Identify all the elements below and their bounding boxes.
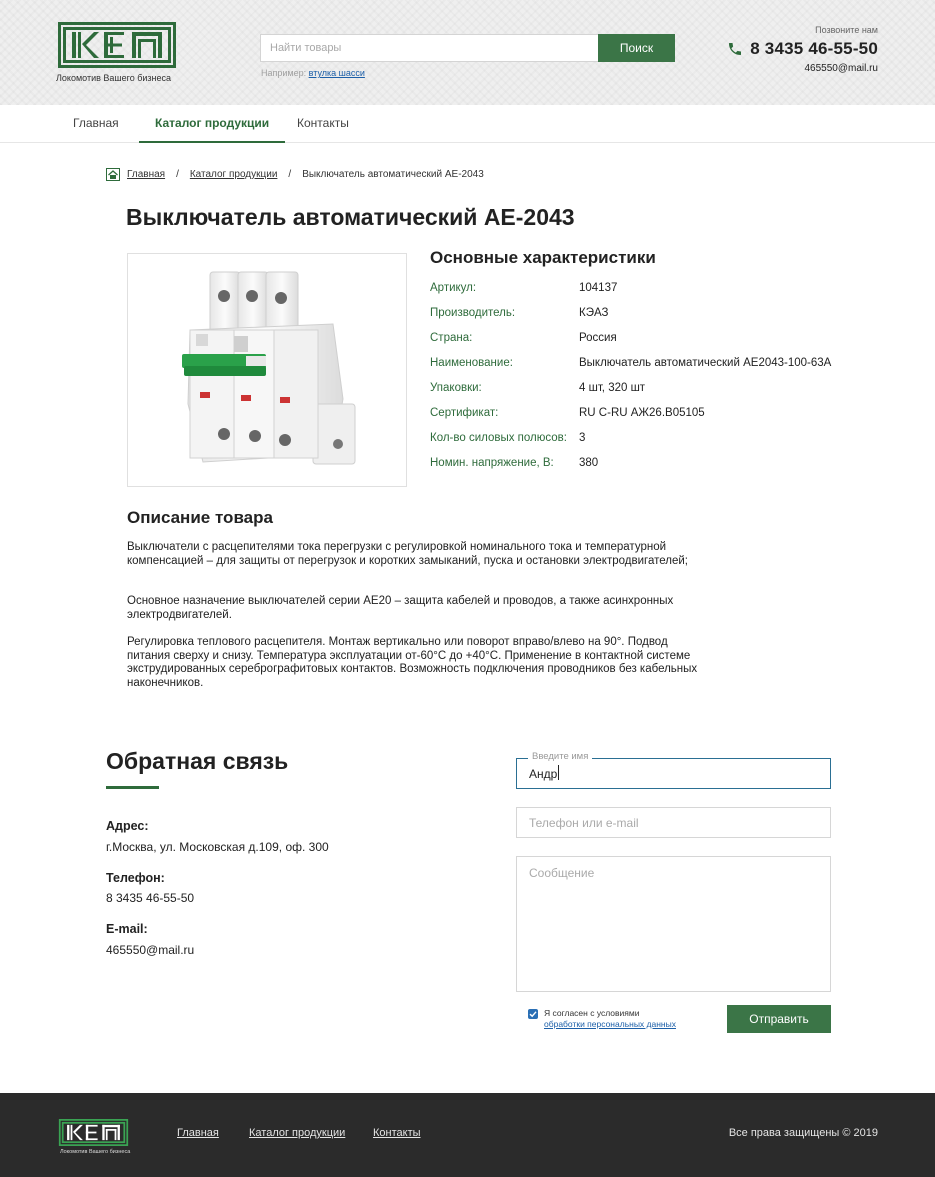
footer-logo[interactable] xyxy=(58,1119,129,1146)
name-field-label: Введите имя xyxy=(528,751,592,762)
breadcrumb-separator: / xyxy=(176,169,179,180)
breadcrumb-home[interactable]: Главная xyxy=(127,169,166,180)
spec-label: Упаковки: xyxy=(430,382,482,394)
name-field[interactable] xyxy=(516,758,831,789)
address-value: г.Москва, ул. Московская д.109, оф. 300 xyxy=(106,840,329,854)
footer-link-catalog[interactable]: Каталог продукции xyxy=(249,1127,346,1139)
spec-value: Россия xyxy=(579,332,617,344)
spec-value: 4 шт, 320 шт xyxy=(579,382,646,394)
text-caret xyxy=(558,765,559,780)
spec-label: Наименование: xyxy=(430,357,513,369)
nav-item-contacts[interactable]: Контакты xyxy=(297,116,349,130)
description-title: Описание товара xyxy=(127,508,273,527)
search-button[interactable]: Поиск xyxy=(598,34,675,62)
description-paragraph: Выключатели с расцепителями тока перегрузки с регулировкой номинального тока и температурной компенсацией – для защиты от перегрузок и коротких замыканий, пуска и остановки электродвигателей; xyxy=(127,541,688,567)
footer-tagline: Локомотив Вашего бизнеса xyxy=(60,1149,131,1155)
consent-row xyxy=(528,1008,676,1030)
nav-item-home[interactable]: Главная xyxy=(73,116,119,130)
consent-text xyxy=(544,1008,676,1030)
feedback-title: Обратная связь xyxy=(106,748,289,774)
address-label: Адрес: xyxy=(106,819,149,833)
nav-item-catalog[interactable]: Каталог продукции xyxy=(139,105,285,143)
footer-link-contacts[interactable]: Контакты xyxy=(373,1127,421,1139)
contact-field[interactable] xyxy=(516,807,831,838)
logo-tagline: Локомотив Вашего бизнеса xyxy=(56,73,171,83)
breadcrumb-current: Выключатель автоматический АЕ-2043 xyxy=(302,169,484,180)
email-label: E-mail: xyxy=(106,922,148,936)
breadcrumb-catalog[interactable]: Каталог продукции xyxy=(189,169,278,180)
email-value[interactable]: 465550@mail.ru xyxy=(106,943,195,957)
copyright: Все права защищены © 2019 xyxy=(728,1127,878,1139)
circuit-breaker-illustration xyxy=(128,254,406,486)
header-email[interactable]: 465550@mail.ru xyxy=(804,63,878,74)
spec-label: Номин. напряжение, В: xyxy=(430,457,554,469)
privacy-policy-link[interactable]: обработки персональных данных xyxy=(544,1019,676,1029)
header-phone[interactable] xyxy=(727,39,878,59)
description-paragraph: Регулировка теплового расцепителя. Монтаж вертикально или поворот вправо/влево на 90°. Подвод питания сверху и снизу. Температура эксплуатации от-60°C до +40°C. Применение в контактной системе экструдированных серебрографитовых контактов. Возможность подключения проводников без кабельных наконечников. xyxy=(127,636,698,689)
spec-value: RU С-RU АЖ26.В05105 xyxy=(579,407,705,419)
message-field[interactable] xyxy=(516,856,831,992)
spec-label: Страна: xyxy=(430,332,473,344)
main-nav xyxy=(0,105,935,143)
spec-label: Кол-во силовых полюсов: xyxy=(430,432,567,444)
call-us-label: Позвоните нам xyxy=(815,25,878,35)
product-image[interactable] xyxy=(127,253,407,487)
company-logo[interactable] xyxy=(58,22,176,68)
page-title: Выключатель автоматический АЕ-2043 xyxy=(126,204,575,230)
spec-value: 3 xyxy=(579,432,586,444)
specs-title: Основные характеристики xyxy=(430,248,656,267)
header-phone-number: 8 3435 46-55-50 xyxy=(750,39,878,58)
phone-value[interactable]: 8 3435 46-55-50 xyxy=(106,891,195,905)
submit-button[interactable]: Отправить xyxy=(727,1005,831,1033)
spec-value: Выключатель автоматический АЕ2043-100-63А xyxy=(579,357,832,369)
search-bar xyxy=(260,34,675,62)
search-example-prefix: Например: xyxy=(261,68,307,78)
breadcrumb xyxy=(106,168,484,181)
description-paragraph: Основное назначение выключателей серии АЕ20 – защита кабелей и проводов, а также асинхронных электродвигателей. xyxy=(127,595,674,621)
phone-icon xyxy=(727,41,743,57)
checkmark-icon xyxy=(529,1010,537,1018)
spec-label: Производитель: xyxy=(430,307,516,319)
spec-value: 104137 xyxy=(579,282,618,294)
feedback-title-underline xyxy=(106,786,159,789)
spec-label: Сертификат: xyxy=(430,407,499,419)
consent-checkbox[interactable] xyxy=(528,1009,538,1019)
breadcrumb-separator: / xyxy=(288,169,292,180)
search-example xyxy=(261,68,365,78)
site-footer xyxy=(0,1093,935,1177)
consent-line: Я согласен с условиями xyxy=(544,1008,640,1018)
spec-value: КЭАЗ xyxy=(579,307,609,319)
home-icon[interactable] xyxy=(106,168,120,181)
search-input[interactable] xyxy=(260,34,598,62)
spec-value: 380 xyxy=(579,457,599,469)
spec-label: Артикул: xyxy=(430,282,477,294)
search-example-link[interactable]: втулка шасси xyxy=(308,68,365,78)
site-header xyxy=(0,0,935,105)
footer-link-home[interactable]: Главная xyxy=(177,1127,219,1139)
phone-label: Телефон: xyxy=(106,871,165,885)
